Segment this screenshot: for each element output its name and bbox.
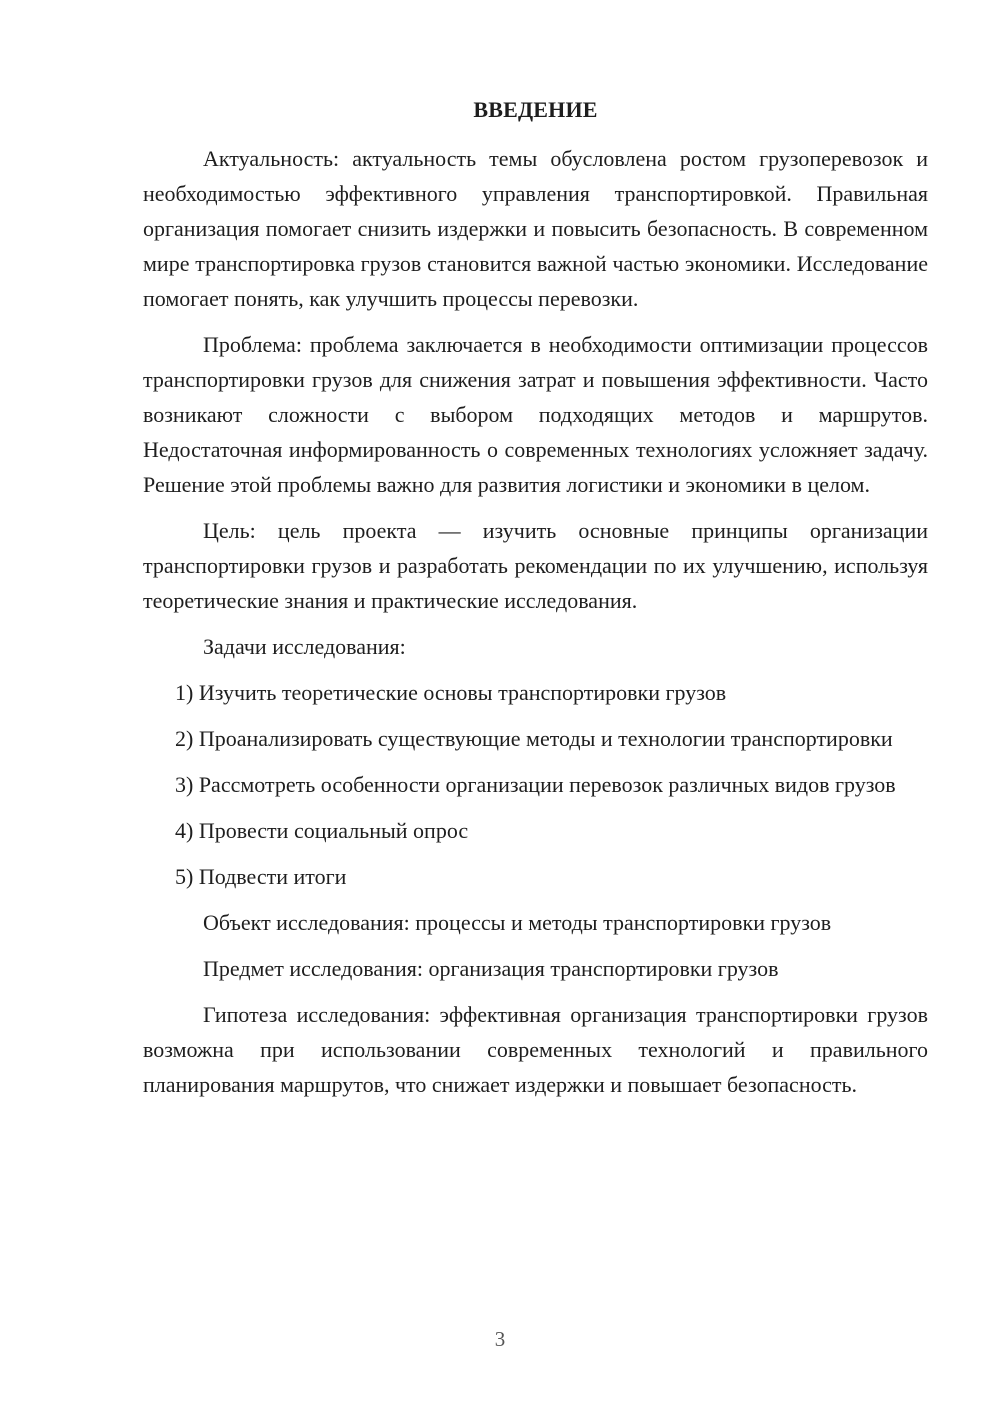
paragraph-object: Объект исследования: процессы и методы транспортировки грузов — [203, 910, 832, 935]
tasks-heading: Задачи исследования: — [203, 634, 406, 659]
paragraph-problem: Проблема: проблема заключается в необходимости оптимизации процессов транспортировки грузов для снижения затрат и повышения эффективности. Часто возникают сложности с выбором подходящих методов и маршрутов. Недостаточная информированность о современных технологиях усложняет задачу. Решение этой проблемы важно для развития логистики и экономики в целом. — [143, 332, 928, 497]
task-item-3: 3) Рассмотреть особенности организации перевозок различных видов грузов — [175, 772, 896, 797]
page-number: 3 — [494, 1327, 506, 1351]
paragraph-hypothesis: Гипотеза исследования: эффективная организация транспортировки грузов возможна при использовании современных технологий и правильного планирования маршрутов, что снижает издержки и повышает безопасность. — [143, 1002, 928, 1097]
task-item-2: 2) Проанализировать существующие методы и технологии транспортировки — [175, 726, 893, 751]
task-item-5: 5) Подвести итоги — [175, 864, 347, 889]
tasks-list — [143, 675, 928, 894]
paragraph-goal: Цель: цель проекта — изучить основные принципы организации транспортировки грузов и разработать рекомендации по их улучшению, используя теоретические знания и практические исследования. — [143, 518, 928, 613]
paragraph-relevance: Актуальность: актуальность темы обусловлена ростом грузоперевозок и необходимостью эффективного управления транспортировкой. Правильная организация помогает снизить издержки и повысить безопасность. В современном мире транспортировка грузов становится важной частью экономики. Исследование помогает понять, как улучшить процессы перевозки. — [143, 146, 928, 311]
task-item-4: 4) Провести социальный опрос — [175, 818, 469, 843]
paragraph-subject: Предмет исследования: организация транспортировки грузов — [203, 956, 779, 981]
task-item-1: 1) Изучить теоретические основы транспортировки грузов — [175, 680, 727, 705]
document-page — [143, 92, 928, 1102]
page-title: ВВЕДЕНИЕ — [473, 97, 598, 122]
